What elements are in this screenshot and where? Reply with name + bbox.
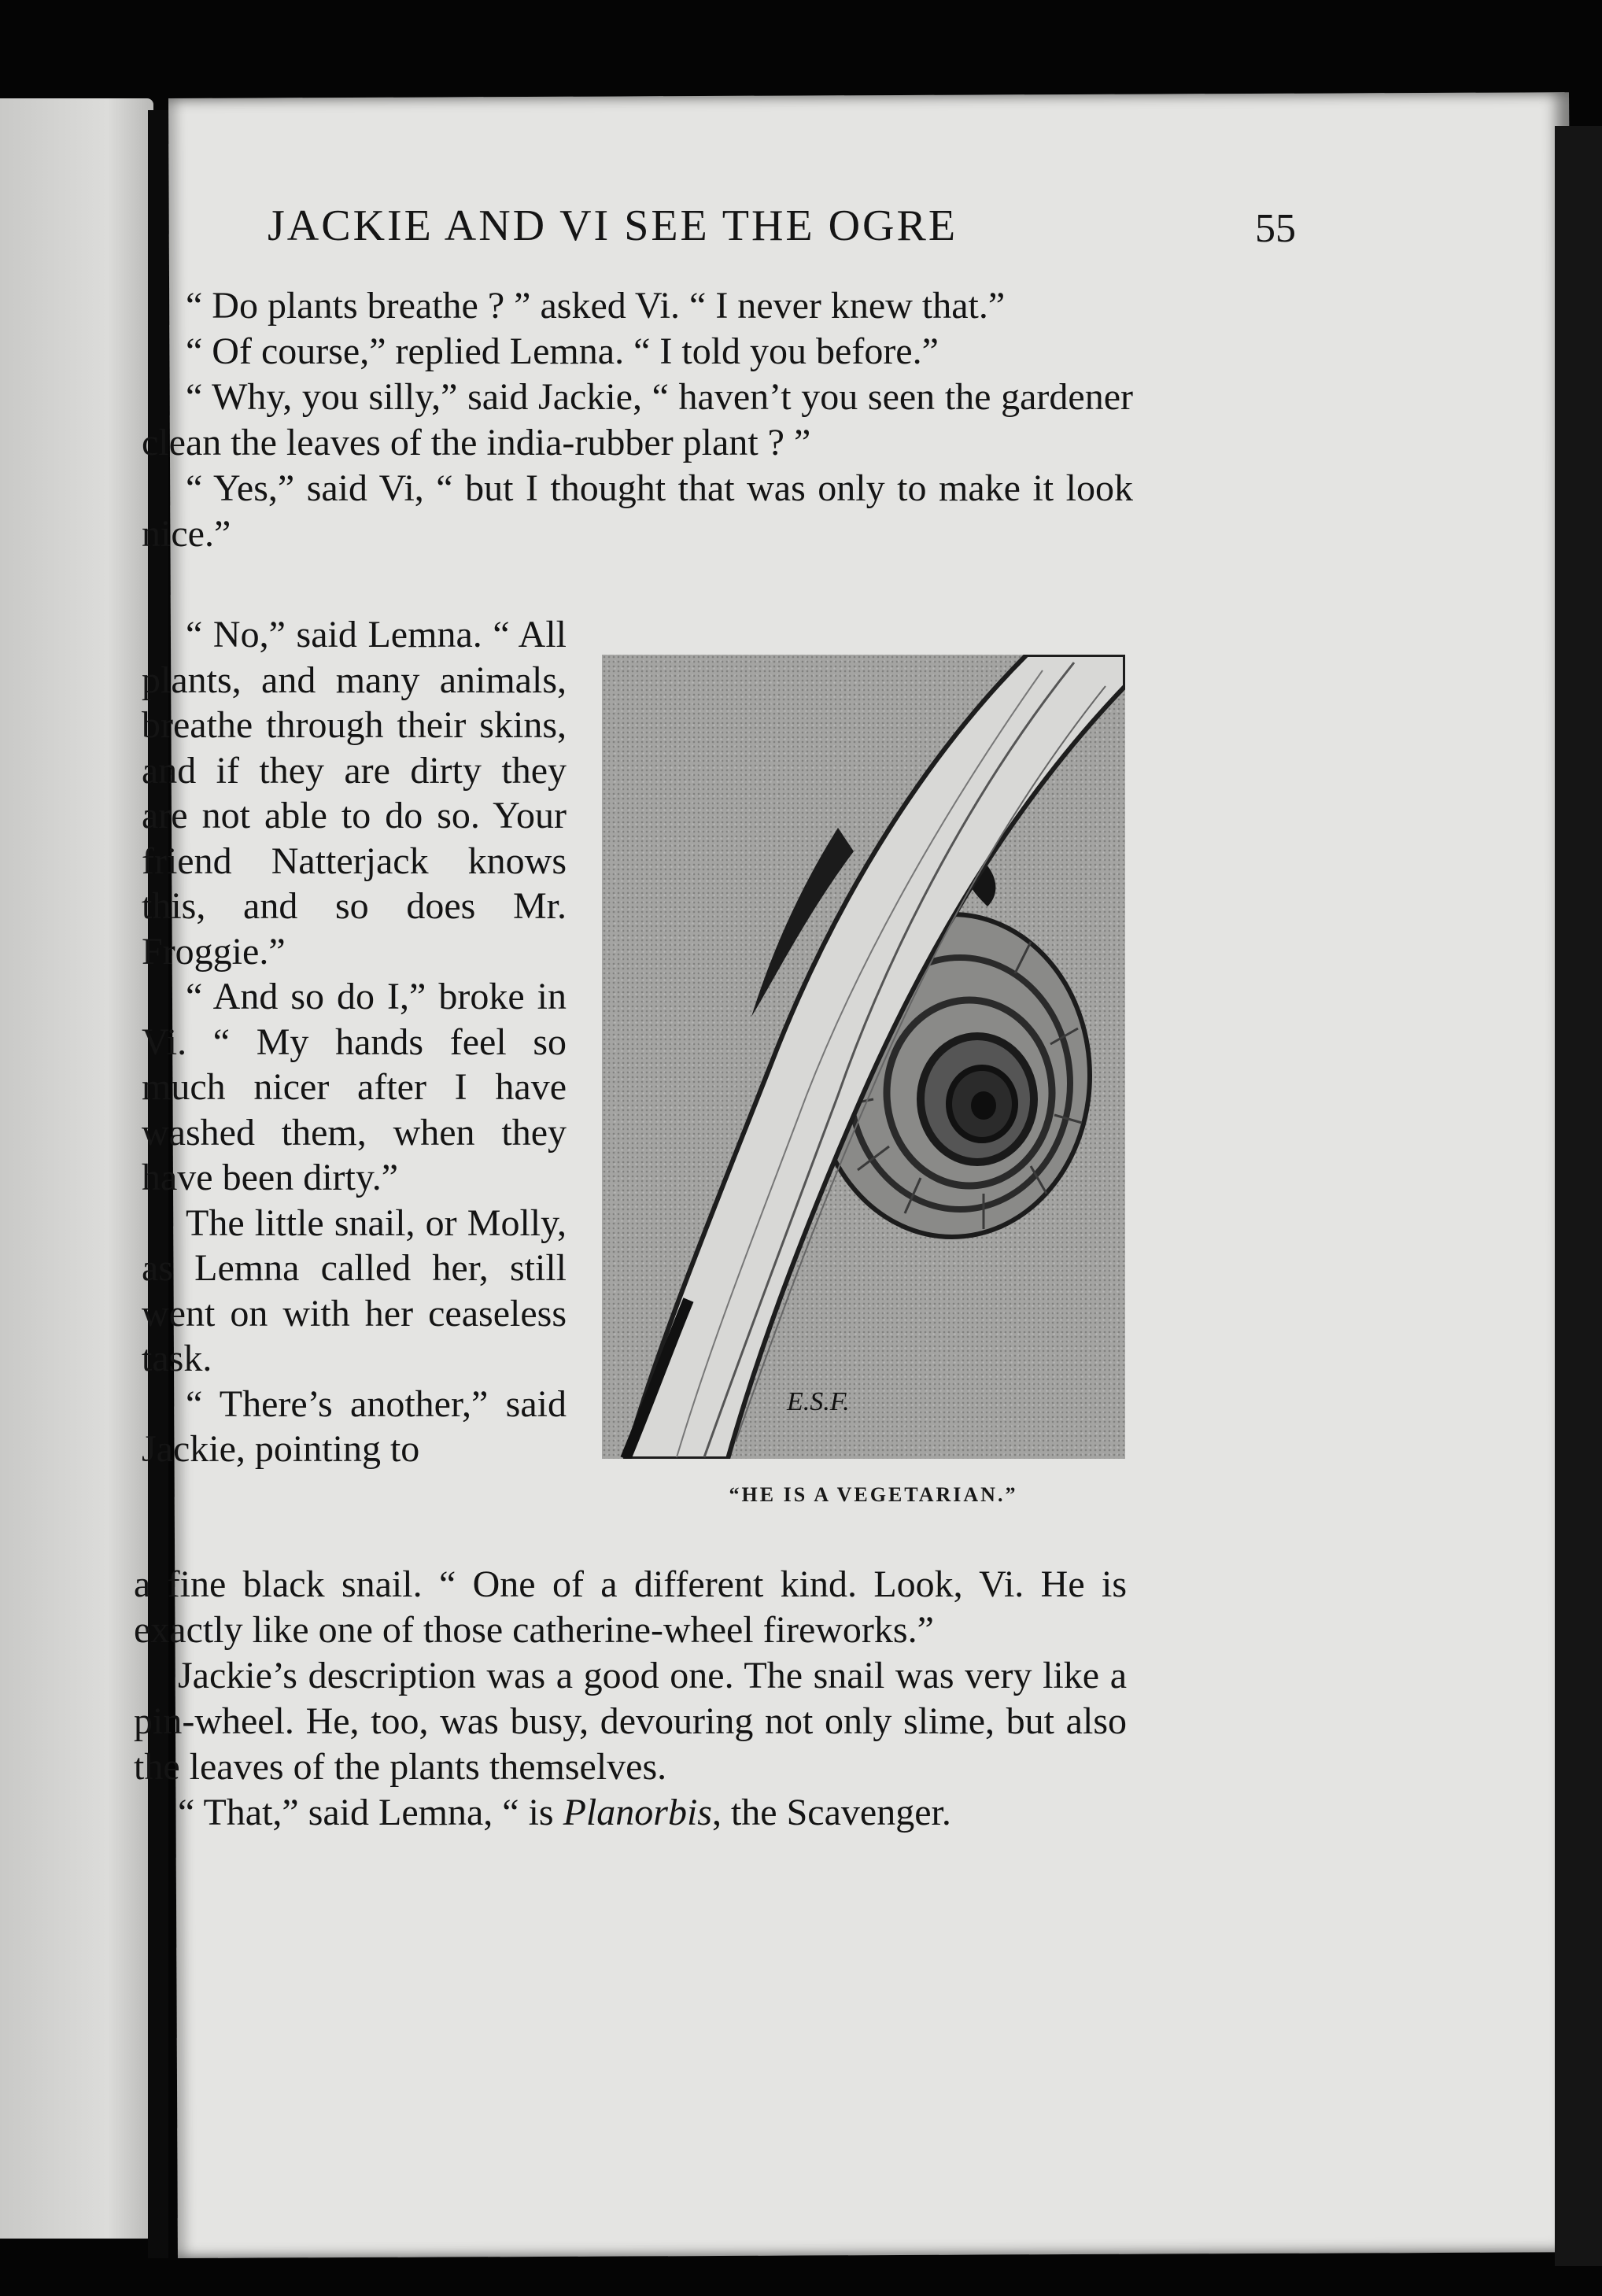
page-shadow-edge <box>1555 126 1602 2266</box>
figure-caption: “HE IS A VEGETARIAN.” <box>729 1483 1018 1506</box>
text-run: , the Scavenger. <box>711 1792 951 1833</box>
facing-page-edge <box>0 98 153 2239</box>
paragraph: “ Yes,” said Vi, “ but I thought that was only to make it look nice.” <box>142 467 1133 555</box>
paragraph: “ There’s another,” said Jackie, pointing to <box>142 1382 567 1470</box>
paragraph: “ And so do I,” broke in Vi. “ My hands feel so much nicer after I have washed them, when they have been dirty.” <box>142 976 567 1198</box>
species-name: Planorbis <box>563 1792 712 1833</box>
paragraph: “ Of course,” replied Lemna. “ I told you before.” <box>186 330 939 372</box>
paragraph: “ No,” said Lemna. “ All plants, and many animals, breathe through their skins, and if they are dirty they are not able to do so. Your friend Natterjack knows this, and so does Mr. Froggie.” <box>142 614 567 973</box>
text-block-bottom <box>134 1562 1127 1836</box>
paragraph: The little snail, or Molly, as Lemna called her, still went on with her ceaseless task. <box>142 1202 567 1379</box>
paragraph-last <box>134 1790 1127 1836</box>
snail-illustration <box>602 655 1125 1459</box>
artist-monogram: E.S.F. <box>787 1387 850 1416</box>
running-head <box>268 201 1306 287</box>
text-block-beside-figure <box>142 612 567 1472</box>
paragraph: a fine black snail. “ One of a different kind. Look, Vi. He is exactly like one of those catherine-wheel fireworks.” <box>134 1563 1127 1651</box>
chapter-title: JACKIE AND VI SEE THE OGRE <box>268 201 958 250</box>
text-run: “ That,” said Lemna, “ is <box>178 1792 563 1833</box>
text-block-top <box>142 283 1133 557</box>
page-number: 55 <box>1255 206 1296 251</box>
paragraph: “ Do plants breathe ? ” asked Vi. “ I never knew that.” <box>186 285 1006 327</box>
paragraph: “ Why, you silly,” said Jackie, “ haven’t you seen the gardener clean the leaves of the india-rubber plant ? ” <box>142 376 1133 463</box>
paragraph: Jackie’s description was a good one. The snail was very like a pin-wheel. He, too, was busy, devouring not only slime, but also the leaves of the plants themselves. <box>134 1655 1127 1788</box>
snail-drawing <box>602 655 1125 1459</box>
